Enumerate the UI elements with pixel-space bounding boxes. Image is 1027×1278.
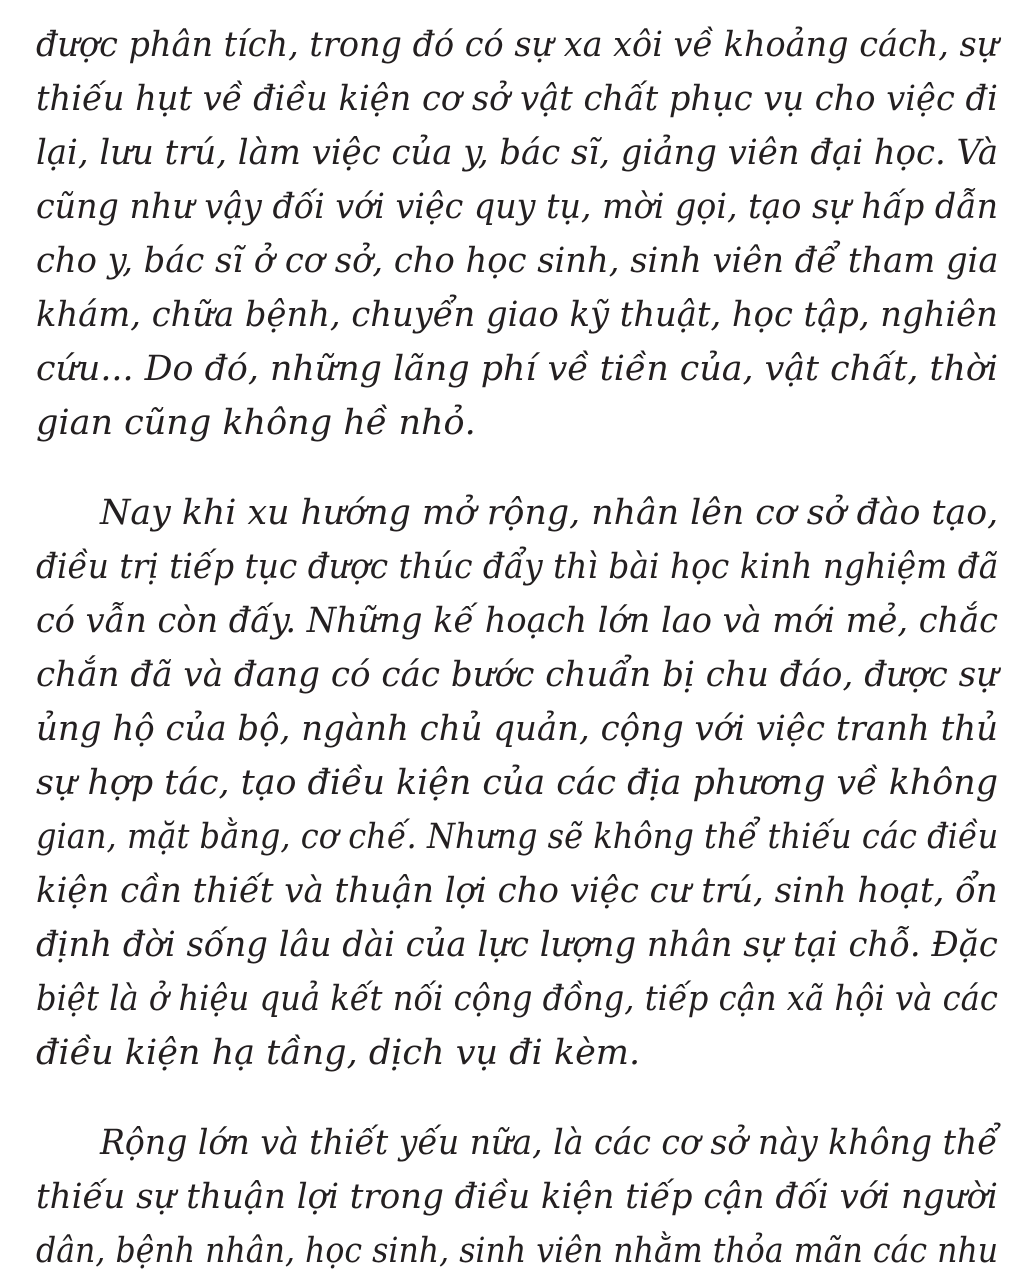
text-line: cho y, bác sĩ ở cơ sở, cho học sinh, sinh viên để tham gia <box>36 241 999 281</box>
text-line: gian cũng không hề nhỏ. <box>36 403 476 443</box>
text-line: biệt là ở hiệu quả kết nối cộng đồng, tiếp cận xã hội và các <box>36 979 998 1019</box>
text-line: điều trị tiếp tục được thúc đẩy thì bài học kinh nghiệm đã <box>36 547 999 587</box>
text-line: cũng như vậy đối với việc quy tụ, mời gọi, tạo sự hấp dẫn <box>36 187 999 227</box>
text-line: ủng hộ của bộ, ngành chủ quản, cộng với việc tranh thủ <box>36 709 998 749</box>
text-line: sự hợp tác, tạo điều kiện của các địa phương về không <box>36 763 999 803</box>
paragraph-2 <box>36 486 998 1080</box>
text-line: kiện cần thiết và thuận lợi cho việc cư trú, sinh hoạt, ổn <box>36 871 998 911</box>
text-line: cứu... Do đó, những lãng phí về tiền của, vật chất, thời <box>36 349 999 389</box>
text-line: có vẫn còn đấy. Những kế hoạch lớn lao và mới mẻ, chắc <box>36 601 998 641</box>
document-page <box>36 18 998 1278</box>
text-line: thiếu hụt về điều kiện cơ sở vật chất phục vụ cho việc đi <box>36 79 998 119</box>
paragraph-3 <box>36 1116 998 1278</box>
text-line: Nay khi xu hướng mở rộng, nhân lên cơ sở đào tạo, <box>100 493 999 533</box>
text-line: lại, lưu trú, làm việc của y, bác sĩ, giảng viên đại học. Và <box>36 133 999 173</box>
text-line: định đời sống lâu dài của lực lượng nhân sự tại chỗ. Đặc <box>36 925 998 965</box>
text-line: dân, bệnh nhân, học sinh, sinh viên nhằm thỏa mãn các nhu <box>36 1231 999 1271</box>
text-line: thiếu sự thuận lợi trong điều kiện tiếp cận đối với người <box>36 1177 998 1217</box>
text-line: được phân tích, trong đó có sự xa xôi về khoảng cách, sự <box>36 25 999 65</box>
text-line: chắn đã và đang có các bước chuẩn bị chu đáo, được sự <box>36 655 999 695</box>
text-line: gian, mặt bằng, cơ chế. Nhưng sẽ không thể thiếu các điều <box>36 817 999 857</box>
text-line: Rộng lớn và thiết yếu nữa, là các cơ sở này không thể <box>100 1123 998 1163</box>
text-line: khám, chữa bệnh, chuyển giao kỹ thuật, học tập, nghiên <box>36 295 998 335</box>
text-line: điều kiện hạ tầng, dịch vụ đi kèm. <box>36 1033 641 1073</box>
paragraph-1 <box>36 18 998 450</box>
